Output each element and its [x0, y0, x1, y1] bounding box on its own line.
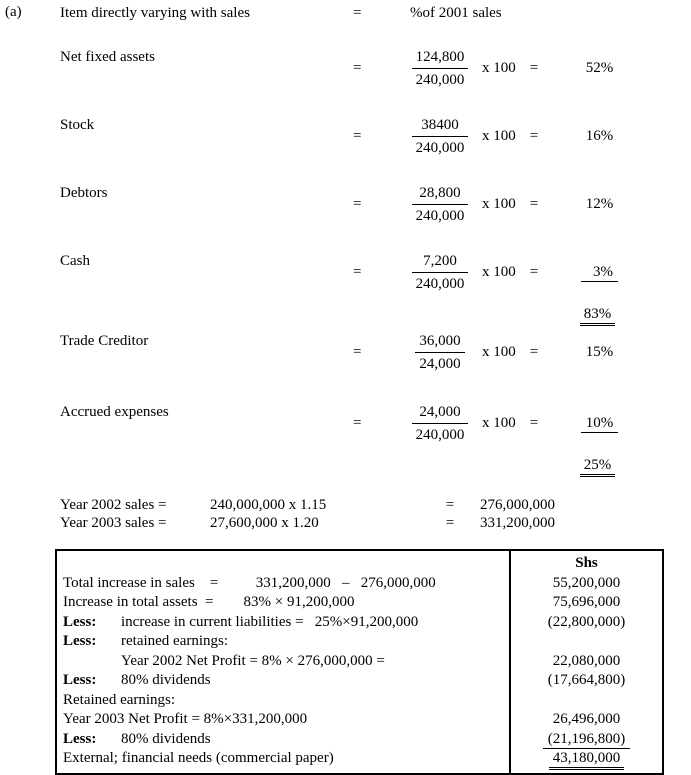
- times-100: [480, 128, 557, 145]
- sales-projection-block: [60, 496, 691, 532]
- table-row: [63, 710, 509, 730]
- calc-row-cash: [60, 251, 691, 294]
- fraction: [400, 115, 480, 158]
- table-row: [63, 574, 509, 594]
- times-100-text: x 100: [482, 60, 516, 76]
- calc-row-trade-creditor: [60, 331, 691, 374]
- sales-year-label: Year 2002 sales =: [60, 497, 167, 513]
- amount-cell: [511, 574, 662, 594]
- calc-row-debtors: [60, 183, 691, 226]
- equals-sign: =: [353, 344, 362, 360]
- times-100-text: x 100: [482, 344, 516, 360]
- result-cell: [557, 196, 642, 213]
- table-amount-column: [509, 551, 662, 773]
- sales-value: 276,000,000: [480, 497, 555, 513]
- times-100-text: x 100: [482, 415, 516, 431]
- result-percent-underlined: 3%: [581, 264, 618, 282]
- result-percent: 52%: [585, 60, 614, 76]
- amount-column-header: Shs: [575, 555, 598, 571]
- sales-year-label: Year 2003 sales =: [60, 515, 167, 531]
- item-label: Net fixed assets: [60, 49, 155, 65]
- subtotal-assets-row: [555, 306, 640, 323]
- sales-calculation: 240,000,000 x 1.15: [210, 497, 327, 513]
- numerator: 36,000: [415, 331, 464, 353]
- equals-sign: =: [353, 196, 362, 212]
- equals-sign: =: [445, 497, 455, 513]
- equals-sign: =: [529, 60, 539, 76]
- times-100: [480, 196, 557, 213]
- row-description: Retained earnings:: [63, 691, 176, 708]
- header-right-text: %of 2001 sales: [410, 5, 502, 21]
- times-100: [480, 60, 557, 77]
- fraction: [400, 183, 480, 226]
- times-100: [480, 344, 557, 361]
- table-row: [63, 730, 509, 750]
- result-cell: [557, 60, 642, 77]
- numerator: 38400: [412, 115, 469, 137]
- equals-sign: =: [353, 60, 362, 76]
- result-percent: 15%: [585, 344, 614, 360]
- equals-sign: =: [529, 128, 539, 144]
- amount-value: (17,664,800): [547, 672, 626, 688]
- financial-needs-table: [55, 549, 664, 775]
- result-cell: [557, 264, 642, 281]
- row-description: Year 2003 Net Profit = 8%×331,200,000: [63, 711, 308, 727]
- result-cell: [557, 344, 642, 361]
- denominator: 240,000: [415, 208, 465, 224]
- result-cell: [557, 415, 642, 432]
- equals-sign: =: [529, 415, 539, 431]
- table-row: [63, 652, 509, 672]
- amount-cell: [511, 730, 662, 750]
- table-description-column: [57, 551, 509, 773]
- item-label: Accrued expenses: [60, 404, 169, 420]
- amount-cell: [511, 613, 662, 633]
- amount-cell: [511, 652, 662, 672]
- subtotal-liabilities-percent: 25%: [580, 457, 616, 477]
- numerator: 28,800: [412, 183, 469, 205]
- equals-sign: =: [445, 515, 455, 531]
- result-percent: 12%: [585, 196, 614, 212]
- times-100: [480, 264, 557, 281]
- part-label: (a): [5, 4, 22, 20]
- row-description: increase in current liabilities = 25%×91,200,000: [121, 613, 419, 630]
- sales-calculation: 27,600,000 x 1.20: [210, 515, 319, 531]
- sales-row-2002: [60, 496, 691, 514]
- denominator: 240,000: [415, 72, 465, 88]
- subtotal-liabilities-row: [555, 457, 640, 474]
- calc-row-net-fixed-assets: [60, 47, 691, 90]
- table-row: [63, 671, 509, 691]
- fraction: [400, 402, 480, 445]
- amount-cell: [511, 710, 662, 730]
- equals-sign: =: [529, 196, 539, 212]
- times-100-text: x 100: [482, 196, 516, 212]
- less-prefix: Less:: [63, 613, 97, 630]
- fraction: [400, 331, 480, 374]
- amount-cell: [511, 593, 662, 613]
- calc-row-stock: [60, 115, 691, 158]
- equals-sign: =: [353, 128, 362, 144]
- equals-sign: =: [529, 264, 539, 280]
- equals-sign: =: [353, 264, 362, 280]
- amount-value-double-underlined: 43,180,000: [549, 750, 625, 770]
- item-label: Debtors: [60, 185, 108, 201]
- item-label: Trade Creditor: [60, 333, 149, 349]
- less-prefix: Less:: [63, 672, 97, 688]
- table-row: [63, 749, 509, 769]
- denominator: 240,000: [415, 140, 465, 156]
- row-description: Increase in total assets = 83% × 91,200,000: [63, 594, 355, 610]
- times-100: [480, 415, 557, 432]
- table-row: [63, 593, 509, 613]
- amount-value: 75,696,000: [552, 594, 621, 610]
- table-row: [63, 691, 509, 711]
- item-label: Cash: [60, 253, 90, 269]
- result-percent-underlined: 10%: [581, 415, 619, 433]
- header-equals: =: [353, 5, 362, 21]
- fraction: [400, 251, 480, 294]
- times-100-text: x 100: [482, 264, 516, 280]
- worksheet-content: [60, 0, 691, 775]
- equals-sign: =: [353, 415, 362, 431]
- amount-cell: [511, 632, 662, 652]
- times-100-text: x 100: [482, 128, 516, 144]
- result-cell: [557, 128, 642, 145]
- header-left-text: Item directly varying with sales: [60, 5, 250, 21]
- table-row: [63, 632, 509, 652]
- equals-sign: =: [529, 344, 539, 360]
- amount-value: 22,080,000: [552, 652, 621, 669]
- amount-cell: [511, 671, 662, 691]
- sales-row-2003: [60, 514, 691, 532]
- sales-value: 331,200,000: [480, 515, 555, 531]
- fraction: [400, 47, 480, 90]
- less-prefix: Less:: [63, 730, 97, 747]
- item-label: Stock: [60, 117, 95, 133]
- amount-cell: [511, 749, 662, 769]
- denominator: 240,000: [415, 276, 465, 292]
- amount-cell: [511, 691, 662, 711]
- numerator: 7,200: [412, 251, 469, 273]
- table-row: [63, 613, 509, 633]
- denominator: 24,000: [419, 356, 461, 372]
- header-row: [60, 4, 691, 22]
- row-description: 80% dividends: [121, 730, 211, 747]
- row-description: 80% dividends: [121, 672, 211, 688]
- result-percent: 16%: [585, 128, 614, 144]
- amount-value-underlined: (21,196,800): [543, 731, 631, 749]
- less-prefix: Less:: [63, 633, 97, 649]
- row-description: External; financial needs (commercial paper): [63, 750, 334, 766]
- row-description: Total increase in sales = 331,200,000 – 276,000,000: [63, 574, 436, 591]
- amount-value: 26,496,000: [552, 711, 621, 727]
- subtotal-assets-percent: 83%: [580, 306, 616, 326]
- amount-value: (22,800,000): [547, 613, 626, 630]
- numerator: 124,800: [412, 47, 469, 69]
- numerator: 24,000: [412, 402, 469, 424]
- amount-value: 55,200,000: [552, 574, 621, 591]
- table-row: [63, 554, 509, 574]
- calc-row-accrued-expenses: [60, 402, 691, 445]
- row-description: Year 2002 Net Profit = 8% × 276,000,000 =: [121, 652, 385, 669]
- denominator: 240,000: [415, 427, 465, 443]
- row-description: retained earnings:: [121, 633, 229, 649]
